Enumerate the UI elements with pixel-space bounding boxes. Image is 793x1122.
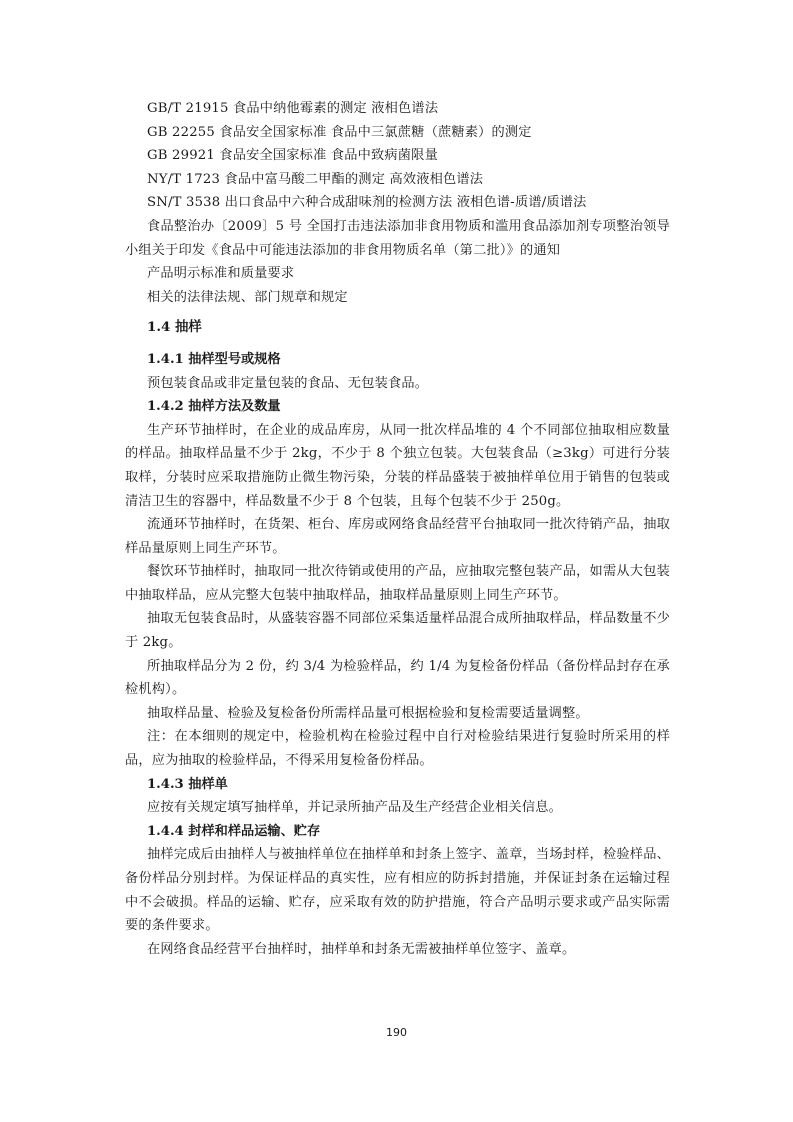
reference-item: GB/T 21915 食品中纳他霉素的测定 液相色谱法 bbox=[147, 101, 439, 116]
section-heading-1-4-3: 1.4.3 抽样单 bbox=[147, 776, 228, 792]
body-paragraph: 生产环节抽样时，在企业的成品库房，从同一批次样品堆的 4 个不同部位抽取相应数量的样品。抽取样品量不少于 2kg，不少于 8 个独立包装。大包装食品（≥3kg）可进行分装取样，分装时应采取措施防止微生物污染，分装的样品盛装于被抽样单位用于销售的包装或清洁卫生的容器中，样品数量不少于 8 个包装，且每个包装不少于 250g。 bbox=[125, 422, 670, 509]
body-paragraph: 预包装食品或非定量包装的食品、无包装食品。 bbox=[147, 375, 429, 391]
page-content bbox=[125, 97, 670, 961]
body-paragraph: 在网络食品经营平台抽样时，抽样单和封条无需被抽样单位签字、盖章。 bbox=[147, 941, 576, 957]
body-paragraph: 流通环节抽样时，在货架、柜台、库房或网络食品经营平台抽取同一批次待销产品，抽取样品量原则上同生产环节。 bbox=[125, 517, 670, 556]
reference-item: GB 22255 食品安全国家标准 食品中三氯蔗糖（蔗糖素）的测定 bbox=[147, 124, 532, 140]
note-paragraph: 注：在本细则的规定中，检验机构在检验过程中自行对检验结果进行复验时所采用的样品，应为抽取的检验样品，不得采用复检备份样品。 bbox=[125, 729, 670, 769]
body-paragraph: 抽样完成后由抽样人与被抽样单位在抽样单和封条上签字、盖章，当场封样，检验样品、备份样品分别封样。为保证样品的真实性，应有相应的防拆封措施，并保证封条在运输过程中不会破损。样品的运输、贮存，应采取有效的防护措施，符合产品明示要求或产品实际需要的条件要求。 bbox=[125, 847, 670, 934]
section-heading-1-4: 1.4 抽样 bbox=[147, 319, 202, 336]
reference-item: 食品整治办〔2009〕5 号 全国打击违法添加非食用物质和滥用食品添加剂专项整治领导小组关于印发《食品中可能违法添加的非食用物质名单（第二批）》的通知 bbox=[125, 218, 670, 258]
reference-item: NY/T 1723 食品中富马酸二甲酯的测定 高效液相色谱法 bbox=[147, 171, 484, 187]
body-paragraph: 抽取样品量、检验及复检备份所需样品量可根据检验和复检需要适量调整。 bbox=[147, 705, 589, 721]
page-number: 190 bbox=[386, 1026, 407, 1039]
reference-item: GB 29921 食品安全国家标准 食品中致病菌限量 bbox=[147, 148, 438, 164]
body-paragraph: 餐饮环节抽样时，抽取同一批次待销或使用的产品，应抽取完整包装产品，如需从大包装中抽取样品，应从完整大包装中抽取样品，抽取样品量原则上同生产环节。 bbox=[125, 564, 670, 603]
section-heading-1-4-2: 1.4.2 抽样方法及数量 bbox=[147, 399, 281, 415]
body-paragraph: 抽取无包装食品时，从盛装容器不同部位采集适量样品混合成所抽取样品，样品数量不少于 2kg。 bbox=[125, 611, 670, 651]
body-paragraph: 应按有关规定填写抽样单，并记录所抽产品及生产经营企业相关信息。 bbox=[147, 800, 563, 816]
body-paragraph: 所抽取样品分为 2 份，约 3/4 为检验样品，约 1/4 为复检备份样品（备份样品封存在承检机构）。 bbox=[125, 658, 670, 698]
reference-list bbox=[125, 97, 670, 309]
reference-item: 相关的法律法规、部门规章和规定 bbox=[147, 289, 348, 305]
section-heading-1-4-4: 1.4.4 封样和样品运输、贮存 bbox=[147, 823, 321, 839]
reference-item: 产品明示标准和质量要求 bbox=[147, 266, 295, 282]
reference-item: SN/T 3538 出口食品中六种合成甜味剂的检测方法 液相色谱-质谱/质谱法 bbox=[147, 195, 587, 211]
section-heading-1-4-1: 1.4.1 抽样型号或规格 bbox=[147, 351, 281, 367]
